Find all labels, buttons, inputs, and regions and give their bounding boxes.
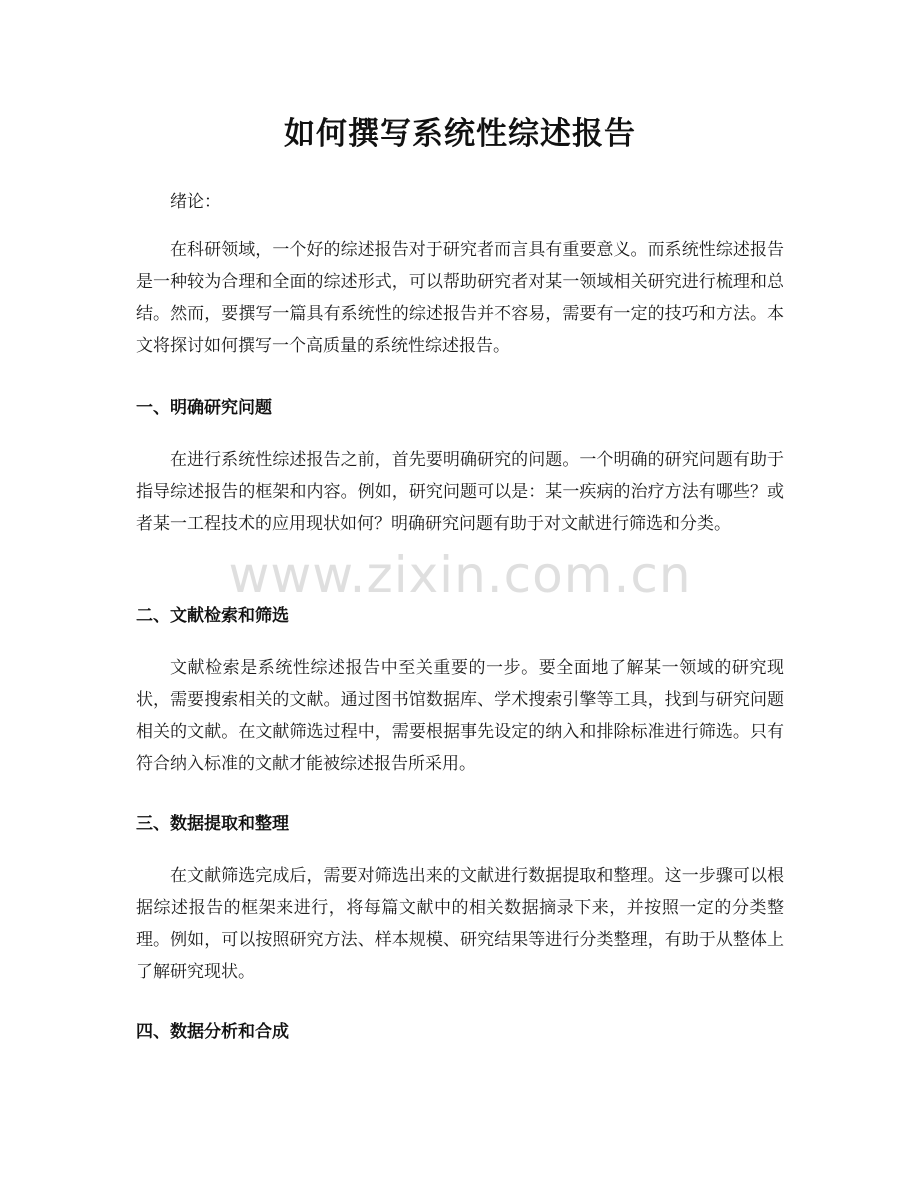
intro-label: 绪论： xyxy=(170,192,221,212)
watermark: www.zixin.com.cn xyxy=(228,546,692,604)
section-paragraph-1: 在进行系统性综述报告之前，首先要明确研究的问题。一个明确的研究问题有助于指导综述报告的框架和内容。例如，研究问题可以是：某一疾病的治疗方法有哪些？或者某一工程技术的应用现状如何？明确研究问题有助于对文献进行筛选和分类。 xyxy=(136,450,784,534)
intro-paragraph: 在科研领域，一个好的综述报告对于研究者而言具有重要意义。而系统性综述报告是一种较为合理和全面的综述形式，可以帮助研究者对某一领域相关研究进行梳理和总结。然而，要撰写一篇具有系统性的综述报告并不容易，需要有一定的技巧和方法。本文将探讨如何撰写一个高质量的系统性综述报告。 xyxy=(136,240,784,356)
section-heading-3: 三、数据提取和整理 xyxy=(136,814,289,834)
section-heading-2: 二、文献检索和筛选 xyxy=(136,606,289,626)
section-heading-1: 一、明确研究问题 xyxy=(136,398,272,418)
section-paragraph-3: 在文献筛选完成后，需要对筛选出来的文献进行数据提取和整理。这一步骤可以根据综述报告的框架来进行，将每篇文献中的相关数据摘录下来，并按照一定的分类整理。例如，可以按照研究方法、样本规模、研究结果等进行分类整理，有助于从整体上了解研究现状。 xyxy=(136,866,784,982)
section-paragraph-2: 文献检索是系统性综述报告中至关重要的一步。要全面地了解某一领域的研究现状，需要搜索相关的文献。通过图书馆数据库、学术搜索引擎等工具，找到与研究问题相关的文献。在文献筛选过程中，需要根据事先设定的纳入和排除标准进行筛选。只有符合纳入标准的文献才能被综述报告所采用。 xyxy=(136,658,784,774)
document-title: 如何撰写系统性综述报告 xyxy=(284,116,636,152)
section-heading-4: 四、数据分析和合成 xyxy=(136,1022,289,1042)
